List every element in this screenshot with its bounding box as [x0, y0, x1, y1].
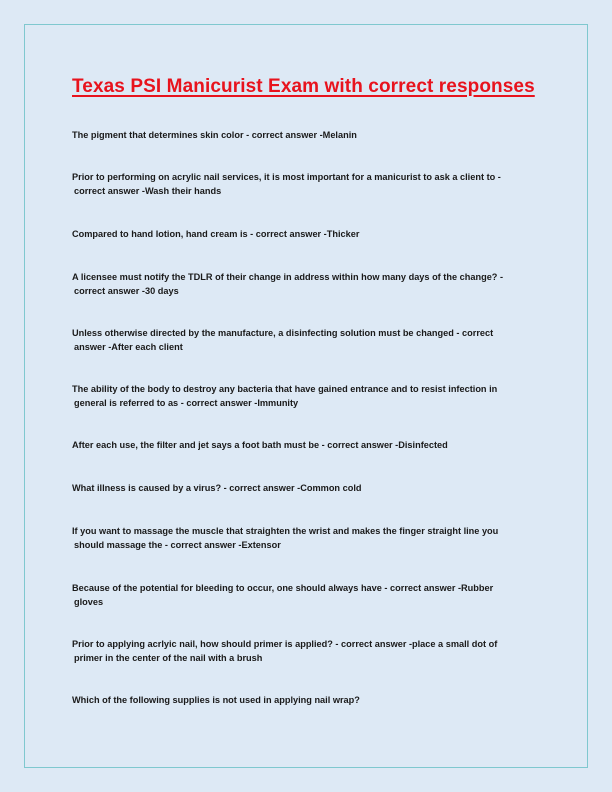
- qa-item: [72, 482, 542, 496]
- qa-line: Unless otherwise directed by the manufacture, a disinfecting solution must be changed - correct: [72, 328, 494, 338]
- qa-item: [72, 638, 542, 665]
- qa-line: A licensee must notify the TDLR of their change in address within how many days of the change? -: [72, 272, 504, 282]
- qa-line: The ability of the body to destroy any bacteria that have gained entrance and to resist infection in: [72, 384, 498, 394]
- qa-item: [72, 228, 542, 242]
- qa-item: [72, 171, 542, 198]
- qa-line: Which of the following supplies is not used in applying nail wrap?: [72, 695, 360, 705]
- qa-line: gloves: [74, 596, 104, 607]
- document-title: Texas PSI Manicurist Exam with correct responses: [72, 76, 535, 97]
- qa-line: Compared to hand lotion, hand cream is - correct answer -Thicker: [72, 229, 360, 239]
- qa-item: [72, 582, 542, 609]
- qa-line: If you want to massage the muscle that straighten the wrist and makes the finger straight line you: [72, 526, 499, 536]
- qa-item: [72, 525, 542, 552]
- qa-line: After each use, the filter and jet says a foot bath must be - correct answer -Disinfected: [72, 440, 448, 450]
- qa-line: The pigment that determines skin color - correct answer -Melanin: [72, 130, 357, 140]
- qa-line: should massage the - correct answer -Extensor: [74, 539, 281, 550]
- qa-line: correct answer -30 days: [74, 285, 179, 296]
- qa-item: [72, 383, 542, 410]
- qa-line: Prior to applying acrlyic nail, how should primer is applied? - correct answer -place a small dot of: [72, 639, 498, 649]
- qa-item: [72, 694, 542, 708]
- qa-item: [72, 439, 542, 453]
- qa-item: [72, 327, 542, 354]
- qa-line: correct answer -Wash their hands: [74, 185, 222, 196]
- qa-line: Because of the potential for bleeding to occur, one should always have - correct answer -Rubber: [72, 583, 494, 593]
- qa-line: answer -After each client: [74, 341, 183, 352]
- qa-line: primer in the center of the nail with a brush: [74, 652, 263, 663]
- qa-line: What illness is caused by a virus? - correct answer -Common cold: [72, 483, 362, 493]
- qa-item: [72, 129, 542, 143]
- qa-line: general is referred to as - correct answer -Immunity: [74, 397, 299, 408]
- qa-line: Prior to performing on acrylic nail services, it is most important for a manicurist to ask a client to -: [72, 172, 501, 182]
- qa-item: [72, 271, 542, 298]
